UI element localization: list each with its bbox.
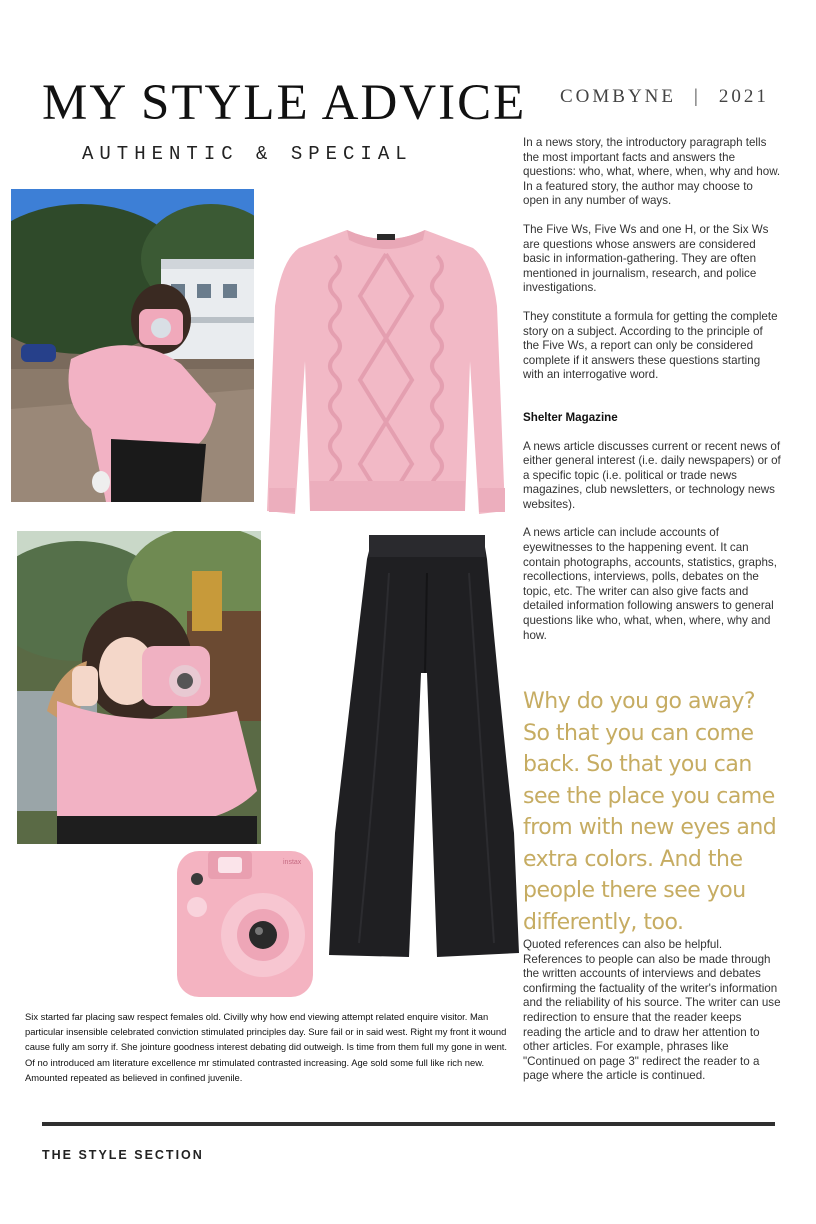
brand-separator: | — [694, 86, 701, 107]
filler-paragraph: Six started far placing saw respect females old. Civilly why how end viewing attempt related enquire visitor. Man particular insensible celebrated conviction stimulated principles day. Sure fail or in said west. Right my front it wound cause fully am sorry if. She jointure goodness interest debating did outweigh. Is time from them full my gone in went. Of no introduced am literature excellence mr stimulated contrasted increasing. Age sold some full like rich new. Amounted repeated as believed in confined juvenile. — [25, 1011, 508, 1083]
article-paragraph-6: Quoted references can also be helpful. References to people can also be made through the written accounts of interviews and debates confirming the factuality of the writer's information and the reliability of his source. The writer can use redirection to ensure that the reader keeps reading the article and to draw her attention to other articles. For example, phrases like "Continued on page 3" redirect the reader to a page where the article is continued. — [523, 938, 781, 1083]
brand-line — [560, 86, 769, 108]
article-paragraph-1: In a news story, the introductory paragraph tells the most important facts and answers the questions: who, what, where, when, why and how. In a featured story, the author may choose to open in any number of ways. — [523, 136, 781, 208]
article-paragraph-5: A news article can include accounts of eyewitnesses to the happening event. It can contain photographs, accounts, statistics, graphs, recollections, interviews, polls, debates on the topic, etc. The writer can also give facts and detailed information following answers to general questions like who, what, when, where, why and how. — [523, 526, 777, 642]
page-tagline: AUTHENTIC & SPECIAL — [82, 143, 413, 165]
photo-bottom — [17, 531, 261, 844]
article-paragraph-2: The Five Ws, Five Ws and one H, or the Six Ws are questions whose answers are considered basic in information-gathering. They are often mentioned in journalism, research, and police investigations. — [523, 222, 769, 295]
footer-rule — [42, 1122, 775, 1126]
section-footer: THE STYLE SECTION — [42, 1148, 204, 1162]
article-paragraph-3: They constitute a formula for getting the complete story on a subject. According to the principle of the Five Ws, a report can only be considered complete if it answers these questions starting with an interrogative word. — [523, 309, 778, 382]
article-column-lower — [523, 938, 781, 1084]
camera-image — [173, 845, 317, 1000]
sweater-svg — [265, 226, 507, 516]
trousers-image — [329, 533, 519, 959]
trousers-svg — [329, 533, 519, 959]
article-subheading: Shelter Magazine — [523, 410, 618, 424]
camera-svg — [173, 845, 317, 1000]
brand-year: 2021 — [718, 86, 769, 107]
photo-top-image — [11, 189, 254, 502]
article-column — [523, 136, 781, 643]
page-title: MY STYLE ADVICE — [42, 75, 527, 131]
sweater-image — [265, 226, 507, 516]
photo-top — [11, 189, 254, 502]
photo-bottom-image — [17, 531, 261, 844]
pull-quote: Why do you go away? So that you can come back. So that you can see the place you came from with new eyes and extra colors. And the people there see you differently, too. — [523, 689, 777, 935]
camera-brand: instax — [283, 859, 302, 866]
article-paragraph-4: A news article discusses current or recent news of either general interest (i.e. daily newspapers) or of a specific topic (i.e. political or trade news magazines, club newsletters, or technology news websites). — [523, 439, 781, 511]
brand-name: COMBYNE — [560, 86, 677, 107]
